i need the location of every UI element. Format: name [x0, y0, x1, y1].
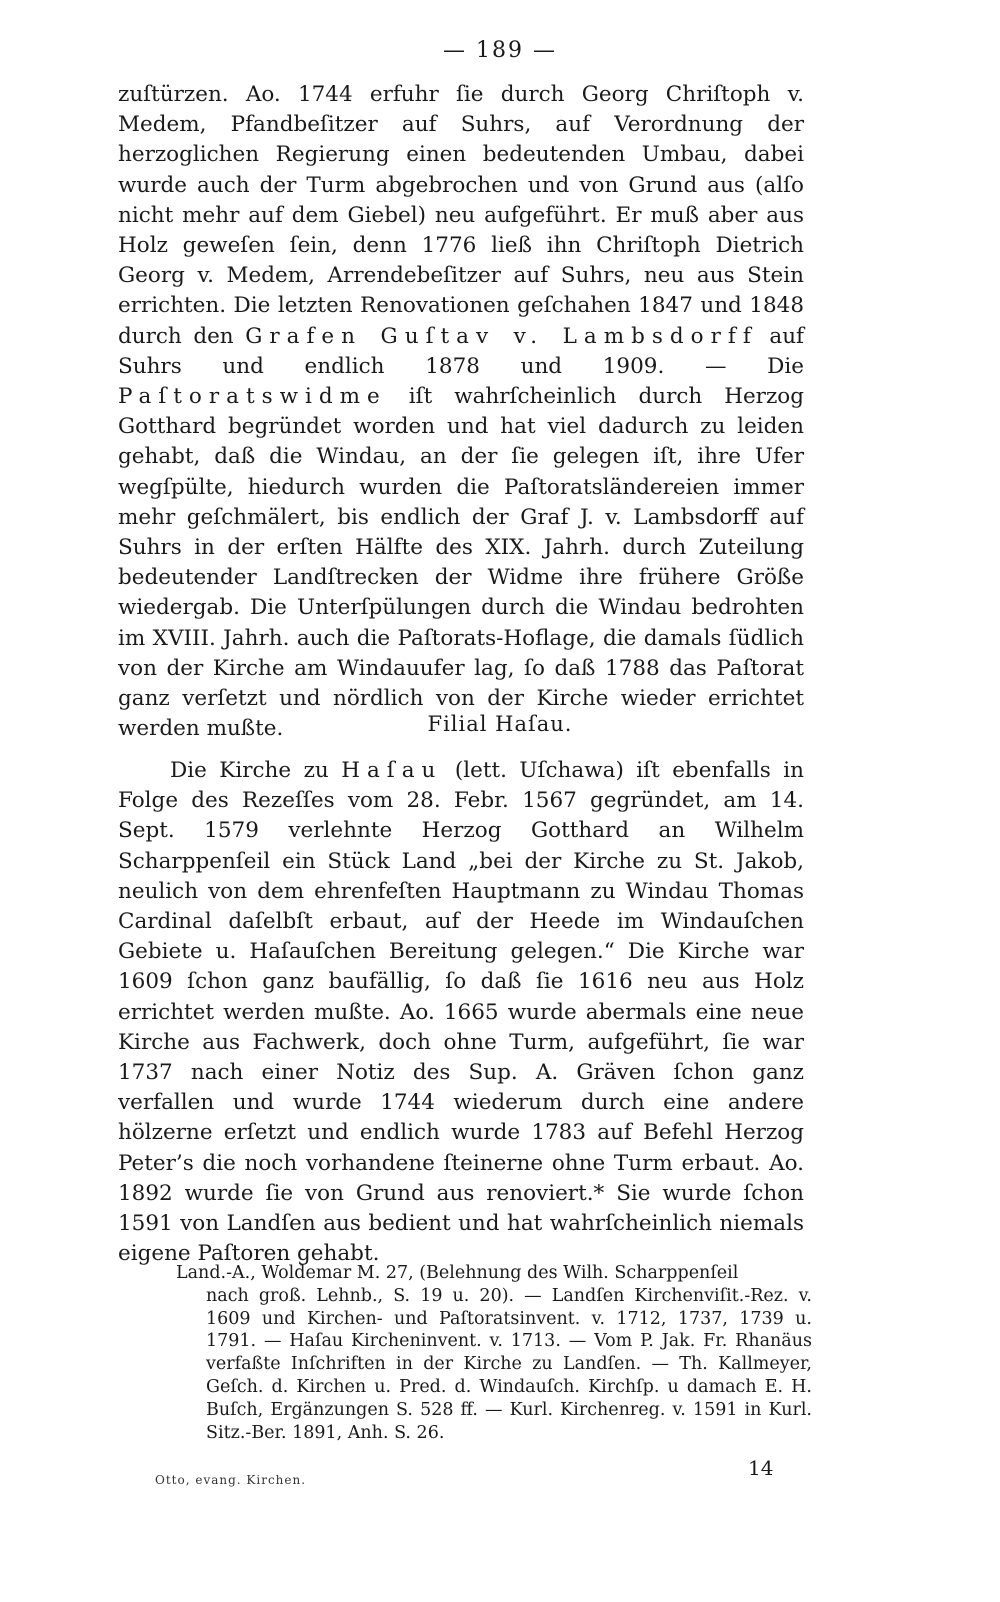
body-paragraph-1 [118, 80, 804, 744]
paragraph-1-text-middle: auf Suhrs und endlich 1878 und 1909. — Die [118, 323, 804, 379]
page-number: — 189 — [443, 38, 557, 63]
signature-mark: 14 [748, 1456, 774, 1480]
footnote-continuation: nach groß. Lehnb., S. 19 u. 20). — Landſen Kirchenviſit.-Rez. v. 1609 und Kirchen- und Paſtoratsinvent. v. 1712, 1737, 1739 u. 1791. — Haſau Kircheninvent. v. 1713. — Vom P. Jak. Fr. Rhanäus verfaßte Inſchriften in der Kirche zu Landſen. — Th. Kallmeyer, Geſch. d. Kirchen u. Pred. d. Windauſch. Kirchſp. u damach E. H. Buſch, Ergänzungen S. 528 ff. — Kurl. Kirchenreg. v. 1591 in Kurl. Sitz.-Ber. 1891, Anh. S. 26. [206, 1285, 812, 1443]
paragraph-1-text-after: iſt wahrſcheinlich durch Herzog Gotthard begründet worden und hat viel dadurch zu leiden gehabt, daß die Windau, an der ſie gelegen iſt, ihre Ufer wegſpülte, hiedurch wurden die Paſtoratsländereien immer mehr geſchmälert, bis endlich der Graf J. v. Lambsdorff auf Suhrs in der erſten Hälfte des XIX. Jahrh. durch Zuteilung bedeutender Landſtrecken der Widme ihre frühere Größe wiedergab. Die Unterſpülungen durch die Windau bedrohten im XVIII. Jahrh. auch die Paſtorats-Hoflage, die damals ſüdlich von der Kirche am Windauufer lag, ſo daß 1788 das Paſtorat ganz verſetzt und nördlich von der Kirche wieder errichtet werden mußte. [118, 384, 804, 742]
body-paragraph-2 [118, 756, 804, 1269]
paragraph-1-text-before: zuſtürzen. Ao. 1744 erfuhr ſie durch Georg Chriſtoph v. Medem, Pfandbeſitzer auf Suhrs, auf Verordnung der herzoglichen Regierung einen bedeutenden Umbau, dabei wurde auch der Turm abgebrochen und von Grund aus (alſo nicht mehr auf dem Giebel) neu aufgeführt. Er muß aber aus Holz geweſen ſein, denn 1776 ließ ihn Chriſtoph Dietrich Georg v. Medem, Arrendebeſitzer auf Suhrs, neu aus Stein errichten. Die letzten Renovationen geſchahen 1847 und 1848 durch den [118, 82, 804, 349]
spaced-place-hasau: Haſau [341, 758, 443, 783]
footer-printer-mark: Otto, evang. Kirchen. [155, 1473, 307, 1487]
footnote-first-line: Land.-A., Woldemar M. 27, (Belehnung des Wilh. Scharppenſeil [176, 1263, 739, 1283]
spaced-word-pastoratswidme: Paſtoratswidme [118, 384, 387, 410]
paragraph-2-text-before: Die Kirche zu [170, 758, 342, 783]
footnote [176, 1262, 812, 1444]
spaced-name-graf-gustav: Grafen Guſtav v. Lambsdorff [245, 323, 758, 349]
section-heading: Filial Haſau. [427, 712, 573, 736]
paragraph-2-text-after: (lett. Uſchawa) iſt ebenfalls in Folge des Rezeſſes vom 28. Febr. 1567 gegründet, am 14. Sept. 1579 verlehnte Herzog Gotthard an Wilhelm Scharppenſeil ein Stück Land „bei der Kirche zu St. Jakob, neulich von dem ehrenfeſten Hauptmann zu Windau Thomas Cardinal daſelbſt erbaut, auf der Heede im Windauſchen Gebiete u. Haſauſchen Bereitung gelegen.“ Die Kirche war 1609 ſchon ganz baufällig, ſo daß ſie 1616 neu aus Holz errichtet werden mußte. Ao. 1665 wurde abermals eine neue Kirche aus Fachwerk, doch ohne Turm, aufgeführt, ſie war 1737 nach einer Notiz des Sup. A. Gräven ſchon ganz verfallen und wurde 1744 wiederum durch eine andere hölzerne erſetzt und endlich wurde 1783 auf Befehl Herzog Peter’s die noch vorhandene ſteinerne ohne Turm erbaut. Ao. 1892 wurde ſie von Grund aus renoviert.* Sie wurde ſchon 1591 von Landſen aus bedient und hat wahrſcheinlich niemals eigene Paſtoren gehabt. [118, 758, 805, 1267]
